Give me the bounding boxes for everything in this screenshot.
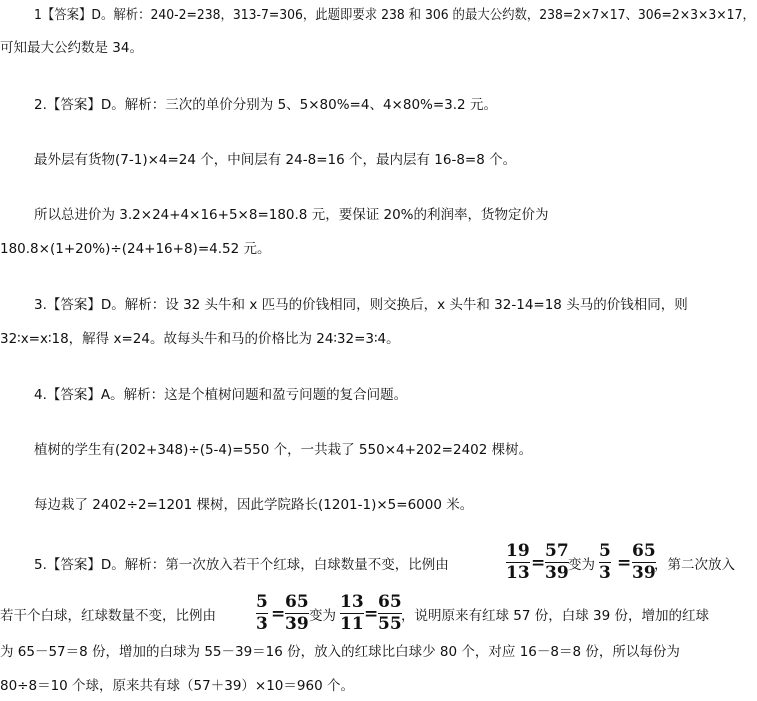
q5-line-2-text-c: ，说明原来有红球 57 份，白球 39 份，增加的红球 <box>401 608 710 624</box>
q5-fraction-13-11 <box>340 593 364 634</box>
fraction-numerator: 57 <box>545 541 569 561</box>
fraction-numerator: 5 <box>599 541 611 561</box>
q5-fraction-65-55 <box>378 593 402 634</box>
q2-line-4: 180.8×(1+20%)÷(24+16+8)=4.52 元。 <box>0 241 271 257</box>
fraction-denominator: 39 <box>285 614 309 634</box>
q4-line-2: 植树的学生有(202+348)÷(5-4)=550 个，一共栽了 550×4+202=2402 棵树。 <box>34 442 533 458</box>
fraction-denominator: 39 <box>545 563 569 583</box>
equals-sign: = <box>617 553 632 573</box>
equals-sign: = <box>364 604 379 624</box>
fraction-denominator: 3 <box>599 563 611 583</box>
equals-sign: = <box>531 553 546 573</box>
q5-line-2-text-b: 变为 <box>309 608 336 624</box>
q5-line-2-text-a: 若干个白球，红球数量不变，比例由 <box>0 608 216 624</box>
q2-line-3: 所以总进价为 3.2×24+4×16+5×8=180.8 元，要保证 20%的利润率，货物定价为 <box>34 207 549 223</box>
fraction-numerator: 65 <box>378 592 402 612</box>
fraction-denominator: 3 <box>256 614 268 634</box>
q3-line-2: 32∶x=x∶18，解得 x=24。故每头牛和马的价格比为 24∶32=3∶4。 <box>0 331 400 347</box>
fraction-denominator: 11 <box>340 614 364 634</box>
q5-fraction-5-3 <box>599 542 611 583</box>
fraction-numerator: 13 <box>340 592 364 612</box>
q4-line-3: 每边栽了 2402÷2=1201 棵树，因此学院路长(1201-1)×5=6000 米。 <box>34 497 474 513</box>
q5-line-1-text-a: 5.【答案】D。解析：第一次放入若干个红球，白球数量不变，比例由 <box>34 557 449 573</box>
fraction-numerator: 65 <box>285 592 309 612</box>
q5-fraction-19-13 <box>506 542 530 583</box>
q5-line-4: 80÷8＝10 个球，原来共有球（57＋39）×10＝960 个。 <box>0 678 354 694</box>
q1-line-1: 1【答案】D。解析：240-2=238，313-7=306，此题即要求 238 和 306 的最大公约数，238=2×7×17、306=2×3×3×17， <box>34 7 755 23</box>
q1-line-2: 可知最大公约数是 34。 <box>0 40 143 56</box>
q5-fraction-65-39 <box>632 542 656 583</box>
fraction-denominator: 55 <box>378 614 402 634</box>
q5-line-3: 为 65－57＝8 份，增加的白球为 55－39＝16 份，放入的红球比白球少 80 个，对应 16－8＝8 份，所以每份为 <box>0 644 680 660</box>
fraction-denominator: 39 <box>632 563 656 583</box>
fraction-numerator: 5 <box>256 592 268 612</box>
q2-line-1: 2.【答案】D。解析：三次的单价分别为 5、5×80%=4、4×80%=3.2 元。 <box>34 97 497 113</box>
fraction-denominator: 13 <box>506 563 530 583</box>
q5-line-1-text-b: 变为 <box>568 557 595 573</box>
q2-line-2: 最外层有货物(7-1)×4=24 个，中间层有 24-8=16 个，最内层有 16-8=8 个。 <box>34 152 517 168</box>
q4-line-1: 4.【答案】A。解析：这是个植树问题和盈亏问题的复合问题。 <box>34 387 408 403</box>
fraction-numerator: 19 <box>506 541 530 561</box>
q5-fraction-5-3-b <box>256 593 268 634</box>
q3-line-1: 3.【答案】D。解析：设 32 头牛和 x 匹马的价钱相同，则交换后，x 头牛和 32-14=18 头马的价钱相同，则 <box>34 297 688 313</box>
q5-fraction-57-39 <box>545 542 569 583</box>
equals-sign: = <box>271 604 286 624</box>
fraction-numerator: 65 <box>632 541 656 561</box>
q5-fraction-65-39-b <box>285 593 309 634</box>
q5-line-1-text-c: ，第二次放入 <box>654 557 735 573</box>
